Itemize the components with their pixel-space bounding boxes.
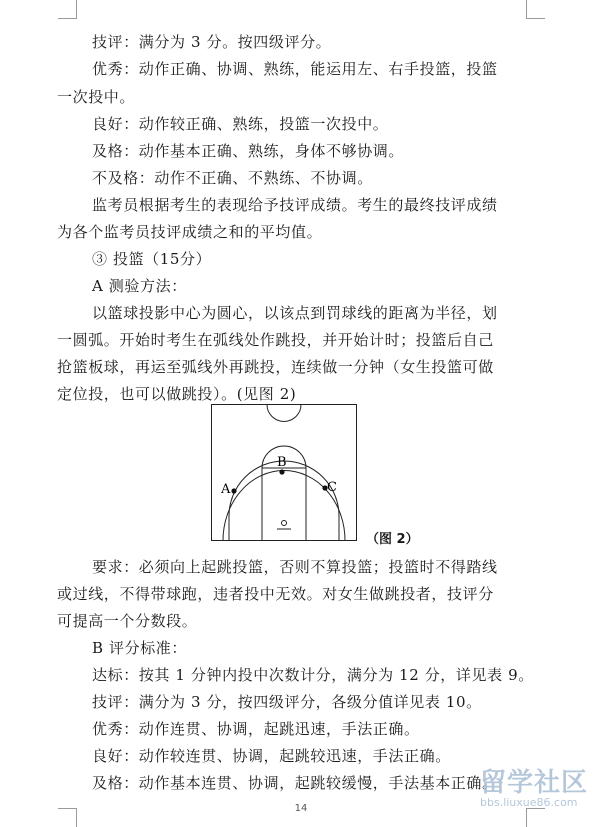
- text-line: 良好：动作较正确、熟练，投篮一次投中。: [92, 115, 389, 133]
- text-line: 技评：满分为 3 分，按四级评分，各级分值详见表 10。: [92, 693, 482, 711]
- label-b: B: [277, 455, 287, 470]
- crop-mark-top-right: [526, 0, 545, 19]
- basket: [282, 521, 287, 526]
- court-diagram-svg: [211, 404, 357, 541]
- text-line: 良好：动作较连贯、协调，起跳较迅速，手法正确。: [92, 747, 451, 765]
- text-line: 及格：动作基本连贯、协调，起跳较缓慢，手法基本正确。: [92, 774, 498, 792]
- text-line: 或过线，不得带球跑，违者投中无效。对女生做跳投者，技评分: [57, 585, 494, 603]
- text-line: 技评：满分为 3 分。按四级评分。: [92, 33, 332, 51]
- watermark: [480, 762, 588, 809]
- text-line: 优秀：动作连贯、协调，起跳迅速，手法正确。: [92, 720, 420, 738]
- text-line: 优秀：动作正确、协调、熟练，能运用左、右手投篮，投篮: [92, 60, 498, 78]
- subsection-heading: A 测验方法：: [92, 277, 187, 295]
- text-line: 监考员根据考生的表现给予技评成绩。考生的最终技评成绩: [92, 196, 498, 214]
- text-line: 以篮球投影中心为圆心，以该点到罚球线的距离为半径，划: [92, 304, 498, 322]
- subsection-heading: B 评分标准：: [92, 639, 187, 657]
- watermark-url: bbs.liuxue86.com: [480, 796, 578, 809]
- text-line: 不及格：动作不正确、不熟练、不协调。: [92, 169, 373, 187]
- text-line: 抢篮板球，再运至弧线外再跳投，连续做一分钟（女生投篮可做: [57, 358, 494, 376]
- free-throw-lane: [262, 468, 306, 541]
- text-line: 达标：按其 1 分钟内投中次数计分，满分为 12 分，详见表 9。: [92, 666, 534, 684]
- label-c: C: [327, 480, 337, 495]
- section-heading: ③ 投篮（15分）: [92, 250, 212, 268]
- crop-mark-top-left: [58, 0, 77, 19]
- shooting-spot-a: [231, 488, 236, 493]
- label-a: A: [221, 482, 231, 497]
- shooting-spot-b: [279, 469, 284, 474]
- text-line: 可提高一个分数段。: [57, 612, 198, 630]
- text-line: 一圆弧。开始时考生在弧线处作跳投，并开始计时；投篮后自己: [57, 331, 494, 349]
- figure-caption: （图 2）: [366, 532, 419, 547]
- court-diagram: [211, 404, 357, 541]
- watermark-brand: 留学社区: [480, 768, 589, 798]
- text-line: 要求：必须向上起跳投篮，否则不算投篮；投篮时不得踏线: [92, 558, 498, 576]
- text-line: 一次投中。: [57, 88, 136, 106]
- page-number: 14: [294, 803, 308, 814]
- text-line: 及格：动作基本正确、熟练，身体不够协调。: [92, 142, 405, 160]
- text-line: 定位投，也可以做跳投）。(见图 2): [57, 385, 297, 403]
- text-line: 为各个监考员技评成绩之和的平均值。: [57, 223, 323, 241]
- center-circle: [267, 405, 301, 422]
